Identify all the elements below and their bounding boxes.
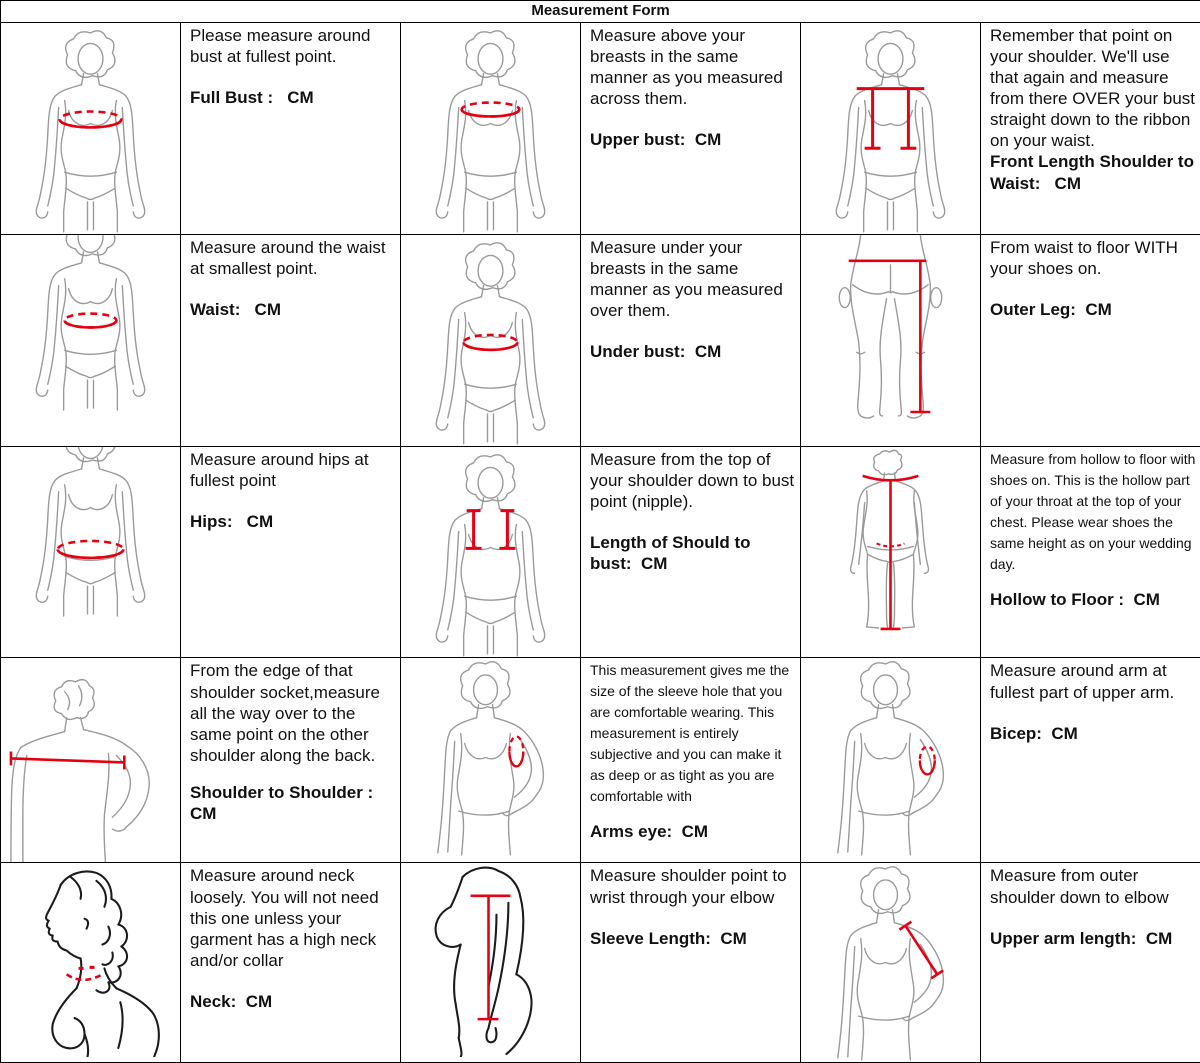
measurement-description: Measure around the waist at smallest point. [190, 237, 396, 279]
figure-shoulder-to-bust [401, 446, 581, 658]
measurement-label: Outer Leg: CM [990, 299, 1196, 320]
measurement-label: Arms eye: CM [590, 821, 796, 842]
figure-hollow-to-floor [801, 446, 981, 658]
measurement-description: Measure around arm at fullest part of upper arm. [990, 660, 1196, 702]
cell-hips [181, 446, 401, 658]
measurement-label: Full Bust : CM [190, 87, 396, 108]
measurement-description: Please measure around bust at fullest point. [190, 25, 396, 67]
measurement-description: This measurement gives me the size of the sleeve hole that you are comfortable wearing. This measurement is entirely subjective and you can make it as deep or as tight as you are comfortable with [590, 660, 796, 807]
figure-bicep [801, 658, 981, 863]
measurement-description: From waist to floor WITH your shoes on. [990, 237, 1196, 279]
figure-upper-bust [401, 23, 581, 235]
figure-upper-arm-length [801, 863, 981, 1063]
measurement-description: From the edge of that shoulder socket,measure all the way over to the same point on the other shoulder along the back. [190, 660, 396, 765]
cell-front-length [981, 23, 1200, 235]
measurement-label: Bicep: CM [990, 723, 1196, 744]
cell-upper-bust [581, 23, 801, 235]
figure-under-bust [401, 234, 581, 446]
figure-front-length-shoulder-to-waist [801, 23, 981, 235]
figure-arms-eye [401, 658, 581, 863]
cell-bicep [981, 658, 1200, 863]
measurement-description: Measure shoulder point to wrist through your elbow [590, 865, 796, 907]
measurement-label: Neck: CM [190, 991, 396, 1012]
cell-full-bust [181, 23, 401, 235]
measurement-label: Front Length Shoulder to Waist: CM [990, 151, 1196, 193]
measurement-label: Hollow to Floor : CM [990, 589, 1196, 610]
measurement-description: Measure around hips at fullest point [190, 449, 396, 491]
figure-sleeve-length [401, 863, 581, 1063]
measurement-label: Length of Should to bust: CM [590, 532, 796, 574]
measurement-description: Measure from the top of your shoulder down to bust point (nipple). [590, 449, 796, 512]
figure-hips [1, 446, 181, 658]
cell-outer-leg [981, 234, 1200, 446]
form-title: Measurement Form [1, 1, 1200, 23]
cell-upper-arm-length [981, 863, 1200, 1063]
measurement-label: Under bust: CM [590, 341, 796, 362]
figure-neck [1, 863, 181, 1063]
measurement-description: Measure from outer shoulder down to elbow [990, 865, 1196, 907]
measurement-label: Waist: CM [190, 299, 396, 320]
cell-arms-eye [581, 658, 801, 863]
measurement-description: Remember that point on your shoulder. We'll use that again and measure from there OVER your bust straight down to the ribbon on your waist. [990, 25, 1196, 151]
figure-full-bust [1, 23, 181, 235]
cell-shoulder-to-shoulder [181, 658, 401, 863]
cell-sleeve-length [581, 863, 801, 1063]
measurement-description: Measure from hollow to floor with shoes on. This is the hollow part of your throat at the top of your chest. Please wear shoes the same height as on your wedding day. [990, 449, 1196, 575]
measurement-label: Sleeve Length: CM [590, 928, 796, 949]
measurement-description: Measure under your breasts in the same manner as you measured over them. [590, 237, 796, 321]
cell-hollow-to-floor [981, 446, 1200, 658]
cell-neck [181, 863, 401, 1063]
figure-outer-leg [801, 234, 981, 446]
cell-waist [181, 234, 401, 446]
measurement-description: Measure around neck loosely. You will not need this one unless your garment has a high neck and/or collar [190, 865, 396, 970]
measurement-label: Upper bust: CM [590, 129, 796, 150]
figure-waist [1, 234, 181, 446]
figure-shoulder-to-shoulder [1, 658, 181, 863]
cell-shoulder-to-bust [581, 446, 801, 658]
measurement-label: Hips: CM [190, 511, 396, 532]
measurement-description: Measure above your breasts in the same manner as you measured across them. [590, 25, 796, 109]
cell-under-bust [581, 234, 801, 446]
measurement-label: Upper arm length: CM [990, 928, 1196, 949]
measurement-label: Shoulder to Shoulder : CM [190, 782, 396, 824]
